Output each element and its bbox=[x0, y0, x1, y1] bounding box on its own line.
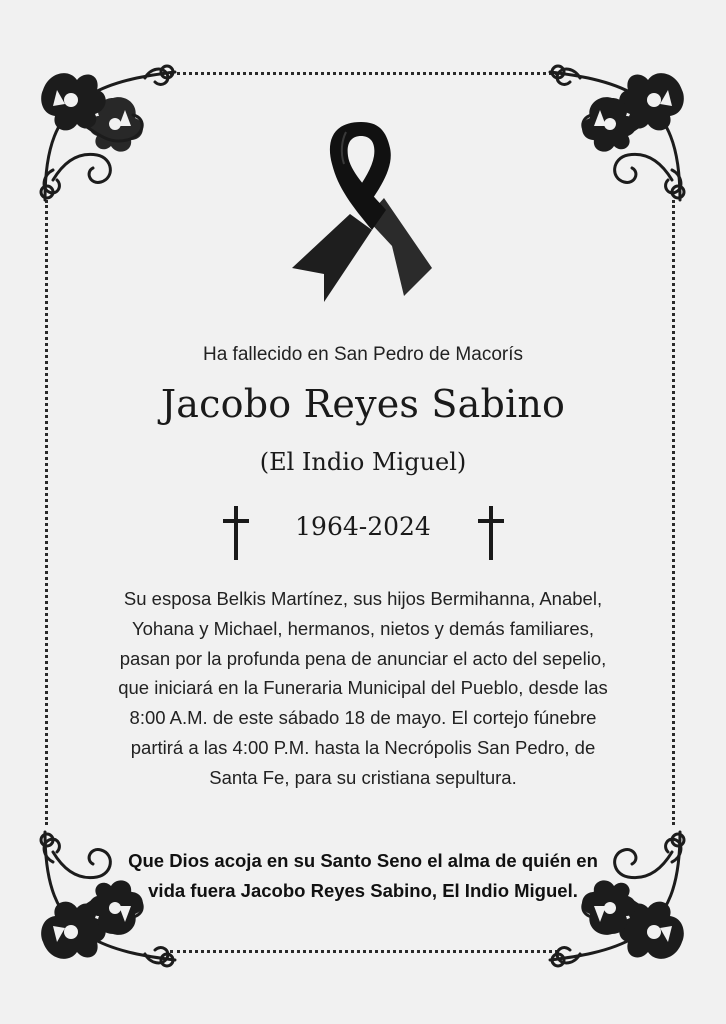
corner-ornament-top-left-icon bbox=[35, 60, 185, 210]
frame-border-bottom bbox=[170, 950, 558, 953]
frame-border-top bbox=[170, 72, 558, 75]
life-years-row bbox=[0, 502, 726, 562]
closing-prayer: Que Dios acoja en su Santo Seno el alma de quién en vida fuera Jacobo Reyes Sabino, El Indio Miguel. bbox=[128, 850, 598, 901]
funeral-announcement: Su esposa Belkis Martínez, sus hijos Bermihanna, Anabel, Yohana y Michael, hermanos, nietos y demás familiares, pasan por la profunda pena de anunciar el acto del sepelio, que iniciará en la Funeraria Municipal del Pueblo, desde las 8:00 A.M. de este sábado 18 de mayo. El cortejo fúnebre partirá a las 4:00 P.M. hasta la Necrópolis San Pedro, de Santa Fe, para su cristiana sepultura. bbox=[118, 588, 608, 788]
life-years: 1964-2024 bbox=[295, 512, 431, 541]
mourning-ribbon-icon bbox=[286, 118, 436, 304]
deceased-alias: (El Indio Miguel) bbox=[259, 448, 467, 476]
cross-icon bbox=[476, 506, 506, 560]
corner-ornament-top-right-icon bbox=[540, 60, 690, 210]
death-location-text: Ha fallecido en San Pedro de Macorís bbox=[202, 344, 523, 365]
deceased-name: Jacobo Reyes Sabino bbox=[160, 382, 566, 426]
